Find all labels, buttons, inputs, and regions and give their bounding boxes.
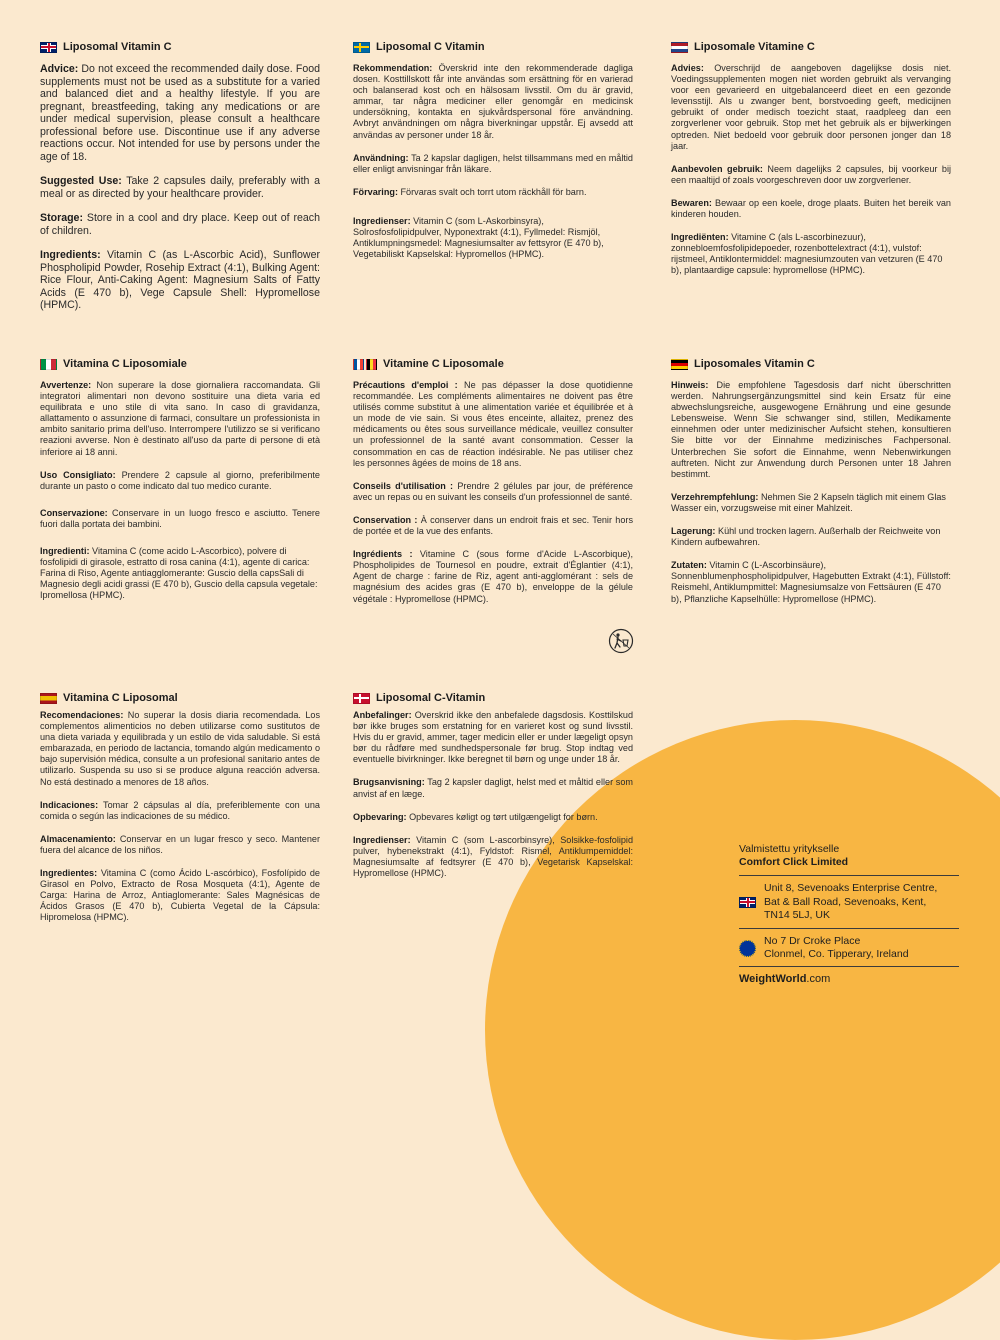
use-paragraph: Användning: Ta 2 kapslar dagligen, helst tillsammans med en måltid eller enligt anvisningar från läkare. bbox=[353, 152, 633, 174]
advice-paragraph: Rekommendation: Överskrid inte den rekommenderade dagliga dosen. Kosttillskott får inte användas som ersättning för en varierad och balanserad kost och en hälsosam livsstil. Om du är gravid, ammar, tar några mediciner eller genomgår en medicinsk undersökning, kontakta en sjukvårdspersonal före användning. Avbryt användningen om några biverkningar uppstår. Ej avsedd att användas av personer under 18 år. bbox=[353, 63, 633, 140]
use-paragraph: Aanbevolen gebruik: Neem dagelijks 2 capsules, bij voorkeur bij een maaltijd of zoals voorgeschreven door uw zorgverlener. bbox=[671, 163, 951, 185]
section-title: Vitamina C Liposomal bbox=[63, 692, 178, 704]
triman-recycle-icon bbox=[608, 628, 634, 654]
section-english bbox=[40, 41, 320, 324]
section-header bbox=[40, 692, 320, 704]
use-paragraph: Brugsanvisning: Tag 2 kapsler dagligt, helst med et måltid eller som anvist af en læge. bbox=[353, 777, 633, 799]
ingredients-paragraph: Ingredienser: Vitamin C (som L-Askorbinsyra), Solrosfosfolipidpulver, Nyponextrakt (4:1), Fyllmedel: Rismjöl, Antiklumpningsmedel: Magnesiumsalter av fettsyror (E 470 b), Vegetabiliskt Kapselskal: Hypromellos (HPMC). bbox=[353, 215, 604, 260]
storage-paragraph: Conservation : À conserver dans un endroit frais et sec. Tenir hors de portée et de la vue des enfants. bbox=[353, 514, 633, 537]
germany-flag-icon bbox=[671, 359, 688, 370]
advice-paragraph: Advice: Do not exceed the recommended daily dose. Food supplements must not be used as a substitute for a varied and balanced diet and a healthy lifestyle. If you are pregnant, breastfeeding, taking any medications or are under medical supervision, please consult a healthcare professional before use. Discontinue use if any adverse reactions occur. Not intended for use by persons under the age of 18. bbox=[40, 63, 320, 163]
uk-address bbox=[739, 875, 959, 927]
advice-paragraph: Précautions d'emploi : Ne pas dépasser la dose quotidienne recommandée. Les compléments alimentaires ne doivent pas être utilisés comme substitut à une alimentation variée et équilibrée et à un mode de vie sain. Si vous êtes enceinte, allaitez, prenez des médicaments ou êtes sous surveillance médicale, veuillez consulter un professionnel de la santé avant consommation. Cesser la consommation en cas de réaction indésirable. Ne pas utiliser chez les personnes âgées de moins de 18 ans. bbox=[353, 380, 633, 468]
ingredients-paragraph: Ingrediënten: Vitamine C (als L-ascorbinezuur), zonnebloemfosfolipidepoeder, rozenbottelextract (4:1), vulstof: rijstmeel, Antiklontermiddel: magnesiumzouten van vetzuren (E 470 b), plantaardige capsule: hypromellose (HPMC). bbox=[671, 232, 943, 276]
belgium-flag-icon bbox=[366, 359, 377, 370]
storage-paragraph: Opbevaring: Opbevares køligt og tørt utilgængeligt for børn. bbox=[353, 811, 598, 822]
ingredients-paragraph: Ingredienser: Vitamin C (som L-ascorbinsyre), Solsikke-fosfolipid pulver, hybenekstrakt (4:1), Fyldstof: Rismel, Antiklumpemiddel: Magnesiumsalte af fedtsyrer (E 470 b), Vegetarisk Kapselskal: Hypromellose (HPMC). bbox=[353, 834, 633, 879]
use-paragraph: Conseils d'utilisation : Prendre 2 gélules par jour, de préférence avec un repas ou en suivant les conseils d'un professionnel de santé. bbox=[353, 480, 633, 502]
storage-paragraph: Almacenamiento: Conservar en un lugar fresco y seco. Mantener fuera del alcance de los niños. bbox=[40, 833, 320, 855]
ingredients-paragraph: Ingrédients : Vitamine C (sous forme d'Acide L-Ascorbique), Phospholipides de Tournesol en poudre, extrait d'Églantier (4:1), Agent de charge : farine de Riz, agent anti-agglomérant : sels de magnésium des acides gras (E 470 b), enveloppe de la gélule végétale : Hypromellose (HPMC). bbox=[353, 549, 633, 604]
ingredients-paragraph: Ingredienti: Vitamina C (come acido L-Ascorbico), polvere di fosfolipidi di girasole, estratto di rosa canina (4:1), agente di carica: Farina di Riso, Agente antiagglomerante: Guscio della capsSali di Magnesio degli acidi grassi (E 470 b), Guscio della capsula vegetale: Ipromellosa (HPMC). bbox=[40, 546, 318, 601]
eu-address-line: No 7 Dr Croke Place bbox=[764, 934, 861, 947]
uk-flag-icon bbox=[739, 897, 756, 908]
section-title: Vitamine C Liposomale bbox=[383, 358, 504, 370]
use-paragraph: Suggested Use: Take 2 capsules daily, preferably with a meal or as directed by your healthcare provider. bbox=[40, 175, 320, 200]
section-german bbox=[671, 358, 951, 617]
uk-address-line: Unit 8, Sevenoaks Enterprise Centre, bbox=[764, 882, 938, 895]
use-paragraph: Indicaciones: Tomar 2 cápsulas al día, preferiblemente con una comida o según las indicaciones de su médico. bbox=[40, 799, 320, 821]
section-french bbox=[353, 358, 633, 617]
eu-flag-icon bbox=[739, 940, 756, 957]
storage-paragraph: Lagerung: Kühl und trocken lagern. Außerhalb der Reichweite von Kindern aufbewahren. bbox=[671, 526, 941, 548]
ingredients-paragraph: Ingredients: Vitamin C (as L-Ascorbic Acid), Sunflower Phospholipid Powder, Rosehip Extract (4:1), Bulking Agent: Rice Flour, Anti-Caking Agent: Magnesium Salts of Fatty Acids (E 470 b), Vege Capsule Shell: Hypromellose (HPMC). bbox=[40, 249, 320, 311]
storage-paragraph: Bewaren: Bewaar op een koele, droge plaats. Buiten het bereik van kinderen houden. bbox=[671, 197, 951, 220]
section-header bbox=[353, 692, 633, 704]
section-header bbox=[40, 41, 320, 53]
section-danish bbox=[353, 692, 633, 891]
spain-flag-icon bbox=[40, 693, 57, 704]
section-swedish bbox=[353, 41, 633, 272]
eu-address bbox=[739, 928, 959, 967]
section-header bbox=[353, 358, 633, 370]
manufactured-for-label: Valmistettu yritykselle bbox=[739, 843, 840, 855]
uk-address-line: TN14 5LJ, UK bbox=[764, 909, 830, 922]
eu-address-line: Clonmel, Co. Tipperary, Ireland bbox=[764, 948, 909, 960]
use-paragraph: Uso Consigliato: Prendere 2 capsule al giorno, preferibilmente durante un pasto o come indicato dal tuo medico curante. bbox=[40, 469, 320, 491]
use-paragraph: Verzehrempfehlung: Nehmen Sie 2 Kapseln täglich mit einem Glas Wasser ein, vorzugsweise mit einer Mahlzeit. bbox=[671, 491, 946, 513]
section-spanish bbox=[40, 692, 320, 936]
manufacturer-info bbox=[739, 843, 959, 985]
ingredients-paragraph: Zutaten: Vitamin C (L-Ascorbinsäure), Sonnenblumenphospholipidpulver, Hagebutten Extrakt (4:1), Füllstoff: Reismehl, Antiklumpmittel: Magnesiumsalze von Fettsäuren (E 470 b), Pflanzliche Kapselhülle: Hypromellose (HPMC). bbox=[671, 560, 951, 604]
storage-paragraph: Conservazione: Conservare in un luogo fresco e asciutto. Tenere fuori dalla portata dei bambini. bbox=[40, 507, 320, 529]
advice-paragraph: Advies: Overschrijd de aangeboven dagelijkse dosis niet. Voedingssupplementen mogen niet worden gebruikt als vervanging voor een gevarieerd en uitgebalanceerd dieet en een gezonde levensstijl. Als u zwanger bent, borstvoeding geeft, medicijnen gebruikt of onder medisch toezicht staat, raadpleeg dan een zorgverlener voor gebruik. Stop met het gebruik als er bijwerkingen optreden. Niet bedoeld voor gebruik door personen jonger dan 18 jaar. bbox=[671, 63, 952, 151]
section-title: Liposomales Vitamin C bbox=[694, 358, 815, 370]
storage-paragraph: Förvaring: Förvaras svalt och torrt utom räckhåll för barn. bbox=[353, 186, 587, 197]
company-name: Comfort Click Limited bbox=[739, 856, 849, 869]
section-header bbox=[353, 41, 633, 53]
section-title: Liposomal C Vitamin bbox=[376, 41, 485, 53]
advice-paragraph: Avvertenze: Non superare la dose giornaliera raccomandata. Gli integratori alimentari non devono sostituire una dieta varia ed equilibrata e uno stile di vita sano. In caso di gravidanza, allattamento o assunzione di farmaci, consultare un professionista in ambito sanitario prima dell'uso. Interrompere l'utilizzo se si verificano reazioni avverse. Non è destinato all'uso da parte di persone di età inferiore ai 18 anni. bbox=[40, 380, 321, 457]
section-header bbox=[671, 358, 951, 370]
denmark-flag-icon bbox=[353, 693, 370, 704]
section-header bbox=[40, 358, 320, 370]
section-header bbox=[671, 41, 951, 53]
section-italian bbox=[40, 358, 320, 614]
france-flag-icon bbox=[353, 359, 364, 370]
section-title: Liposomal Vitamin C bbox=[63, 41, 172, 53]
section-title: Vitamina C Liposomiale bbox=[63, 358, 187, 370]
section-dutch bbox=[671, 41, 951, 289]
netherlands-flag-icon bbox=[671, 42, 688, 53]
advice-paragraph: Anbefalinger: Overskrid ikke den anbefalede dagsdosis. Kosttilskud bør ikke bruges som erstatning for en varieret kost og sund livsstil. Hvis du er gravid, ammer, tager medicin eller er under lægeligt opsyn bør du rådføre med sundhedspersonale før brug. Stop indtag ved eventuelle bivirkninger. Ikke beregnet til børn og unge under 18 år. bbox=[353, 710, 634, 765]
section-title: Liposomale Vitamine C bbox=[694, 41, 815, 53]
advice-paragraph: Hinweis: Die empfohlene Tagesdosis darf nicht überschritten werden. Nahrungsergänzungsmittel sind kein Ersatz für eine abwechslungsreiche, ausgewogene Ernährung und eine gesunde Lebensweise. Wenn Sie schwanger sind, stillen, Medikamente einnehmen oder unter medizinischer Aufsicht stehen, konsultieren Sie bitte vor der Einnahme medizinisches Fachpersonal. Unterbrechen Sie sofort die Einnahme, wenn Nebenwirkungen auftreten. Nicht zur Anwendung durch Personen unter 18 Jahren bestimmt. bbox=[671, 380, 951, 479]
brand-website: WeightWorld.com bbox=[739, 966, 959, 985]
sweden-flag-icon bbox=[353, 42, 370, 53]
ingredients-paragraph: Ingredientes: Vitamina C (como Ácido L-ascórbico), Fosfolípido de Girasol en Polvo, Extracto de Rosa Mosqueta (4:1), Agente de Carga: Harina de Arroz, Antiaglomerante: Sales Magnésicas de Ácidos Grasos (E 470 b), Cubierta Vegetal de la Cápsula: Hipromelosa (HPMC). bbox=[40, 868, 320, 923]
uk-flag-icon bbox=[40, 42, 57, 53]
uk-address-line: Bat & Ball Road, Sevenoaks, Kent, bbox=[764, 895, 927, 908]
advice-paragraph: Recomendaciones: No superar la dosis diaria recomendada. Los complementos alimenticios no deben utilizarse como sustitutos de una dieta variada y equilibrada y un estilo de vida saludable. Si está embarazada, en periodo de lactancia, tomando algún medicamento o bajo supervisión médica, consulte a un profesional sanitario antes de utilizarlo. Suspenda su uso si se produce alguna reacción adversa. No está destinado a menores de 18 años. bbox=[40, 710, 320, 787]
section-title: Liposomal C-Vitamin bbox=[376, 692, 486, 704]
storage-paragraph: Storage: Store in a cool and dry place. Keep out of reach of children. bbox=[40, 212, 320, 237]
italy-flag-icon bbox=[40, 359, 57, 370]
